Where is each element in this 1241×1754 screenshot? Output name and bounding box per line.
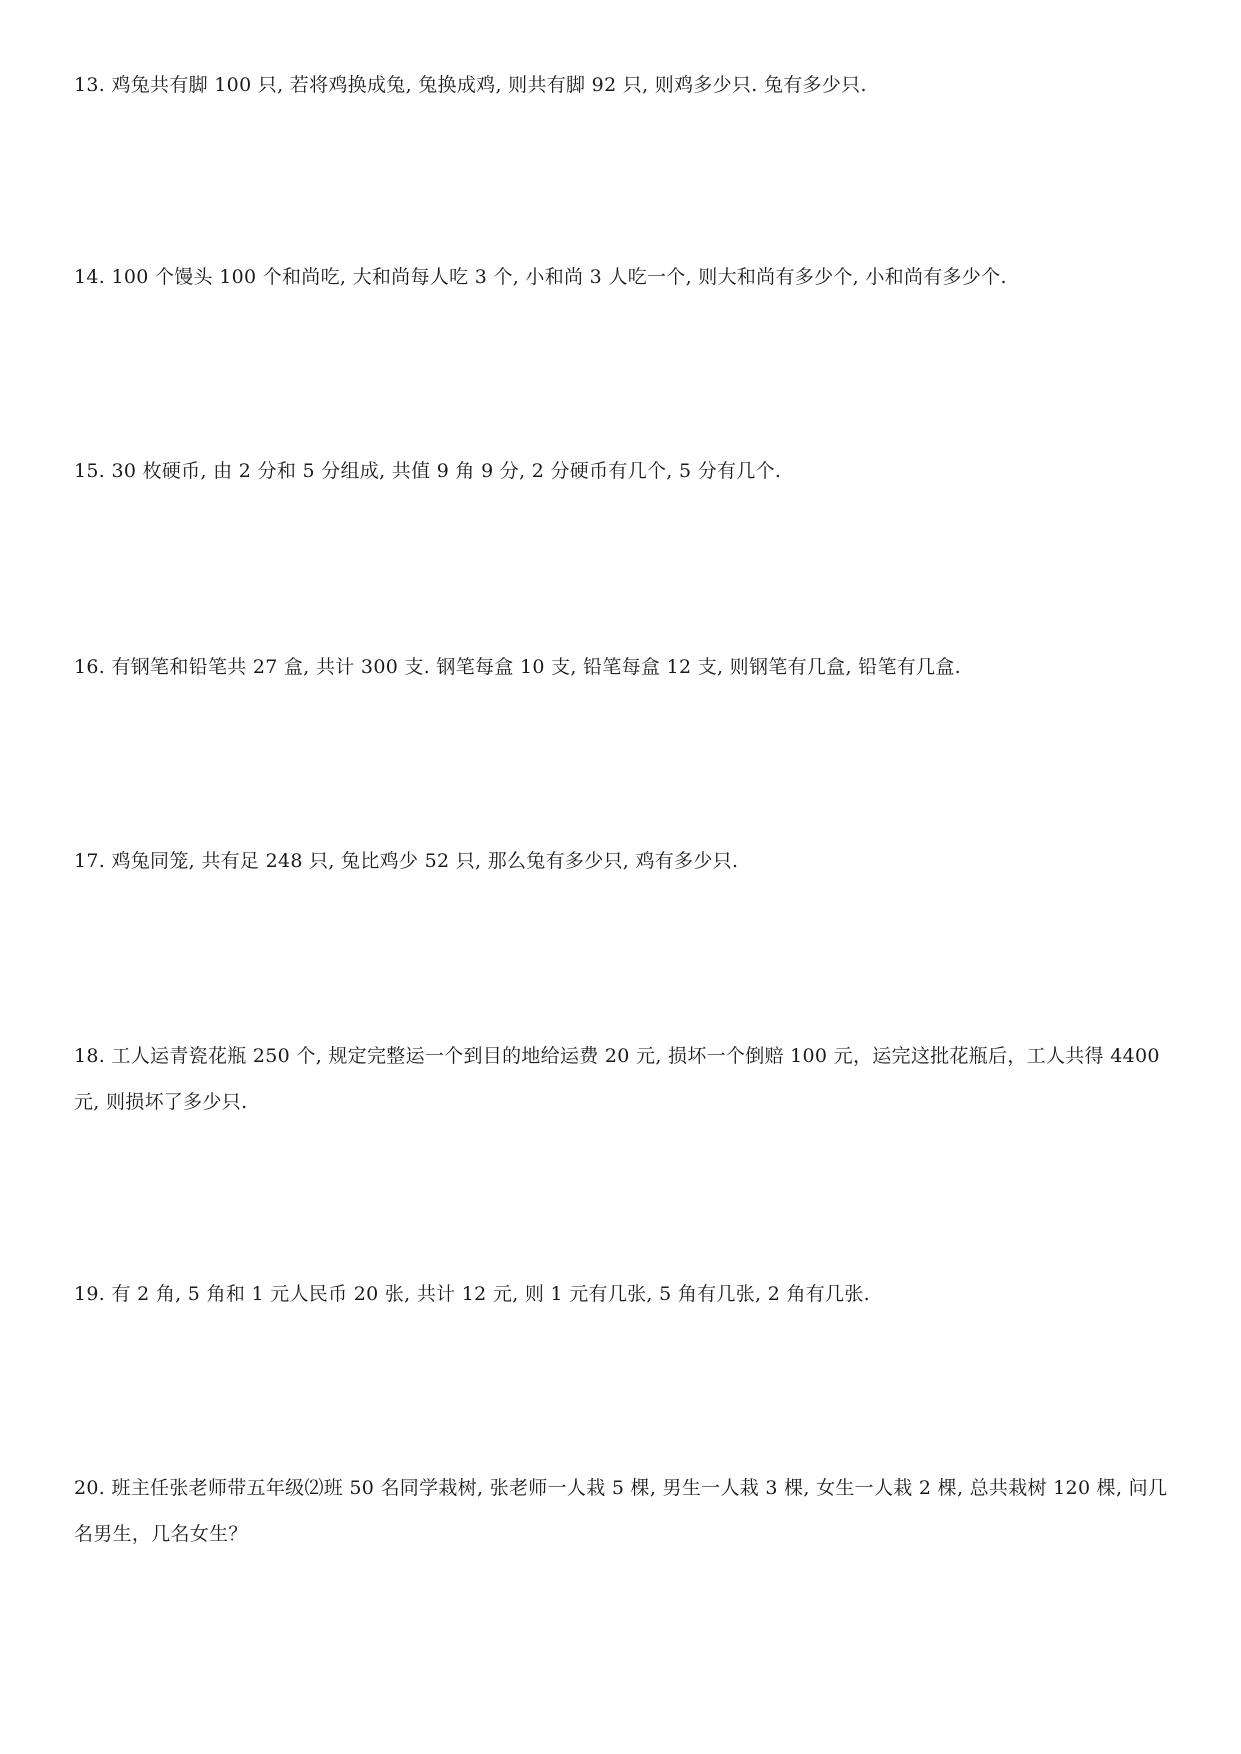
problem-13: 13. 鸡兔共有脚 100 只, 若将鸡换成兔, 兔换成鸡, 则共有脚 92 只, 则鸡多少只. 兔有多少只. [74,74,867,96]
problem-14: 14. 100 个馒头 100 个和尚吃, 大和尚每人吃 3 个, 小和尚 3 人吃一个, 则大和尚有多少个, 小和尚有多少个. [74,266,1007,288]
problem-20: 20. 班主任张老师带五年级⑵班 50 名同学栽树, 张老师一人栽 5 棵, 男生一人栽 3 棵, 女生一人栽 2 棵, 总共栽树 120 棵, 问几名男生，几名女生？ [74,1477,1168,1545]
problem-19: 19. 有 2 角, 5 角和 1 元人民币 20 张, 共计 12 元, 则 1 元有几张, 5 角有几张, 2 角有几张. [74,1283,870,1305]
problem-17: 17. 鸡兔同笼, 共有足 248 只, 兔比鸡少 52 只, 那么兔有多少只, 鸡有多少只. [74,850,739,872]
problem-15: 15. 30 枚硬币, 由 2 分和 5 分组成, 共值 9 角 9 分, 2 分硬币有几个, 5 分有几个. [74,460,782,482]
problem-18: 18. 工人运青瓷花瓶 250 个, 规定完整运一个到目的地给运费 20 元, 损坏一个倒赔 100 元，运完这批花瓶后，工人共得 4400 元, 则损坏了多少只. [74,1045,1160,1113]
problem-16: 16. 有钢笔和铅笔共 27 盒, 共计 300 支. 钢笔每盒 10 支, 铅笔每盒 12 支, 则钢笔有几盒, 铅笔有几盒. [74,656,962,678]
